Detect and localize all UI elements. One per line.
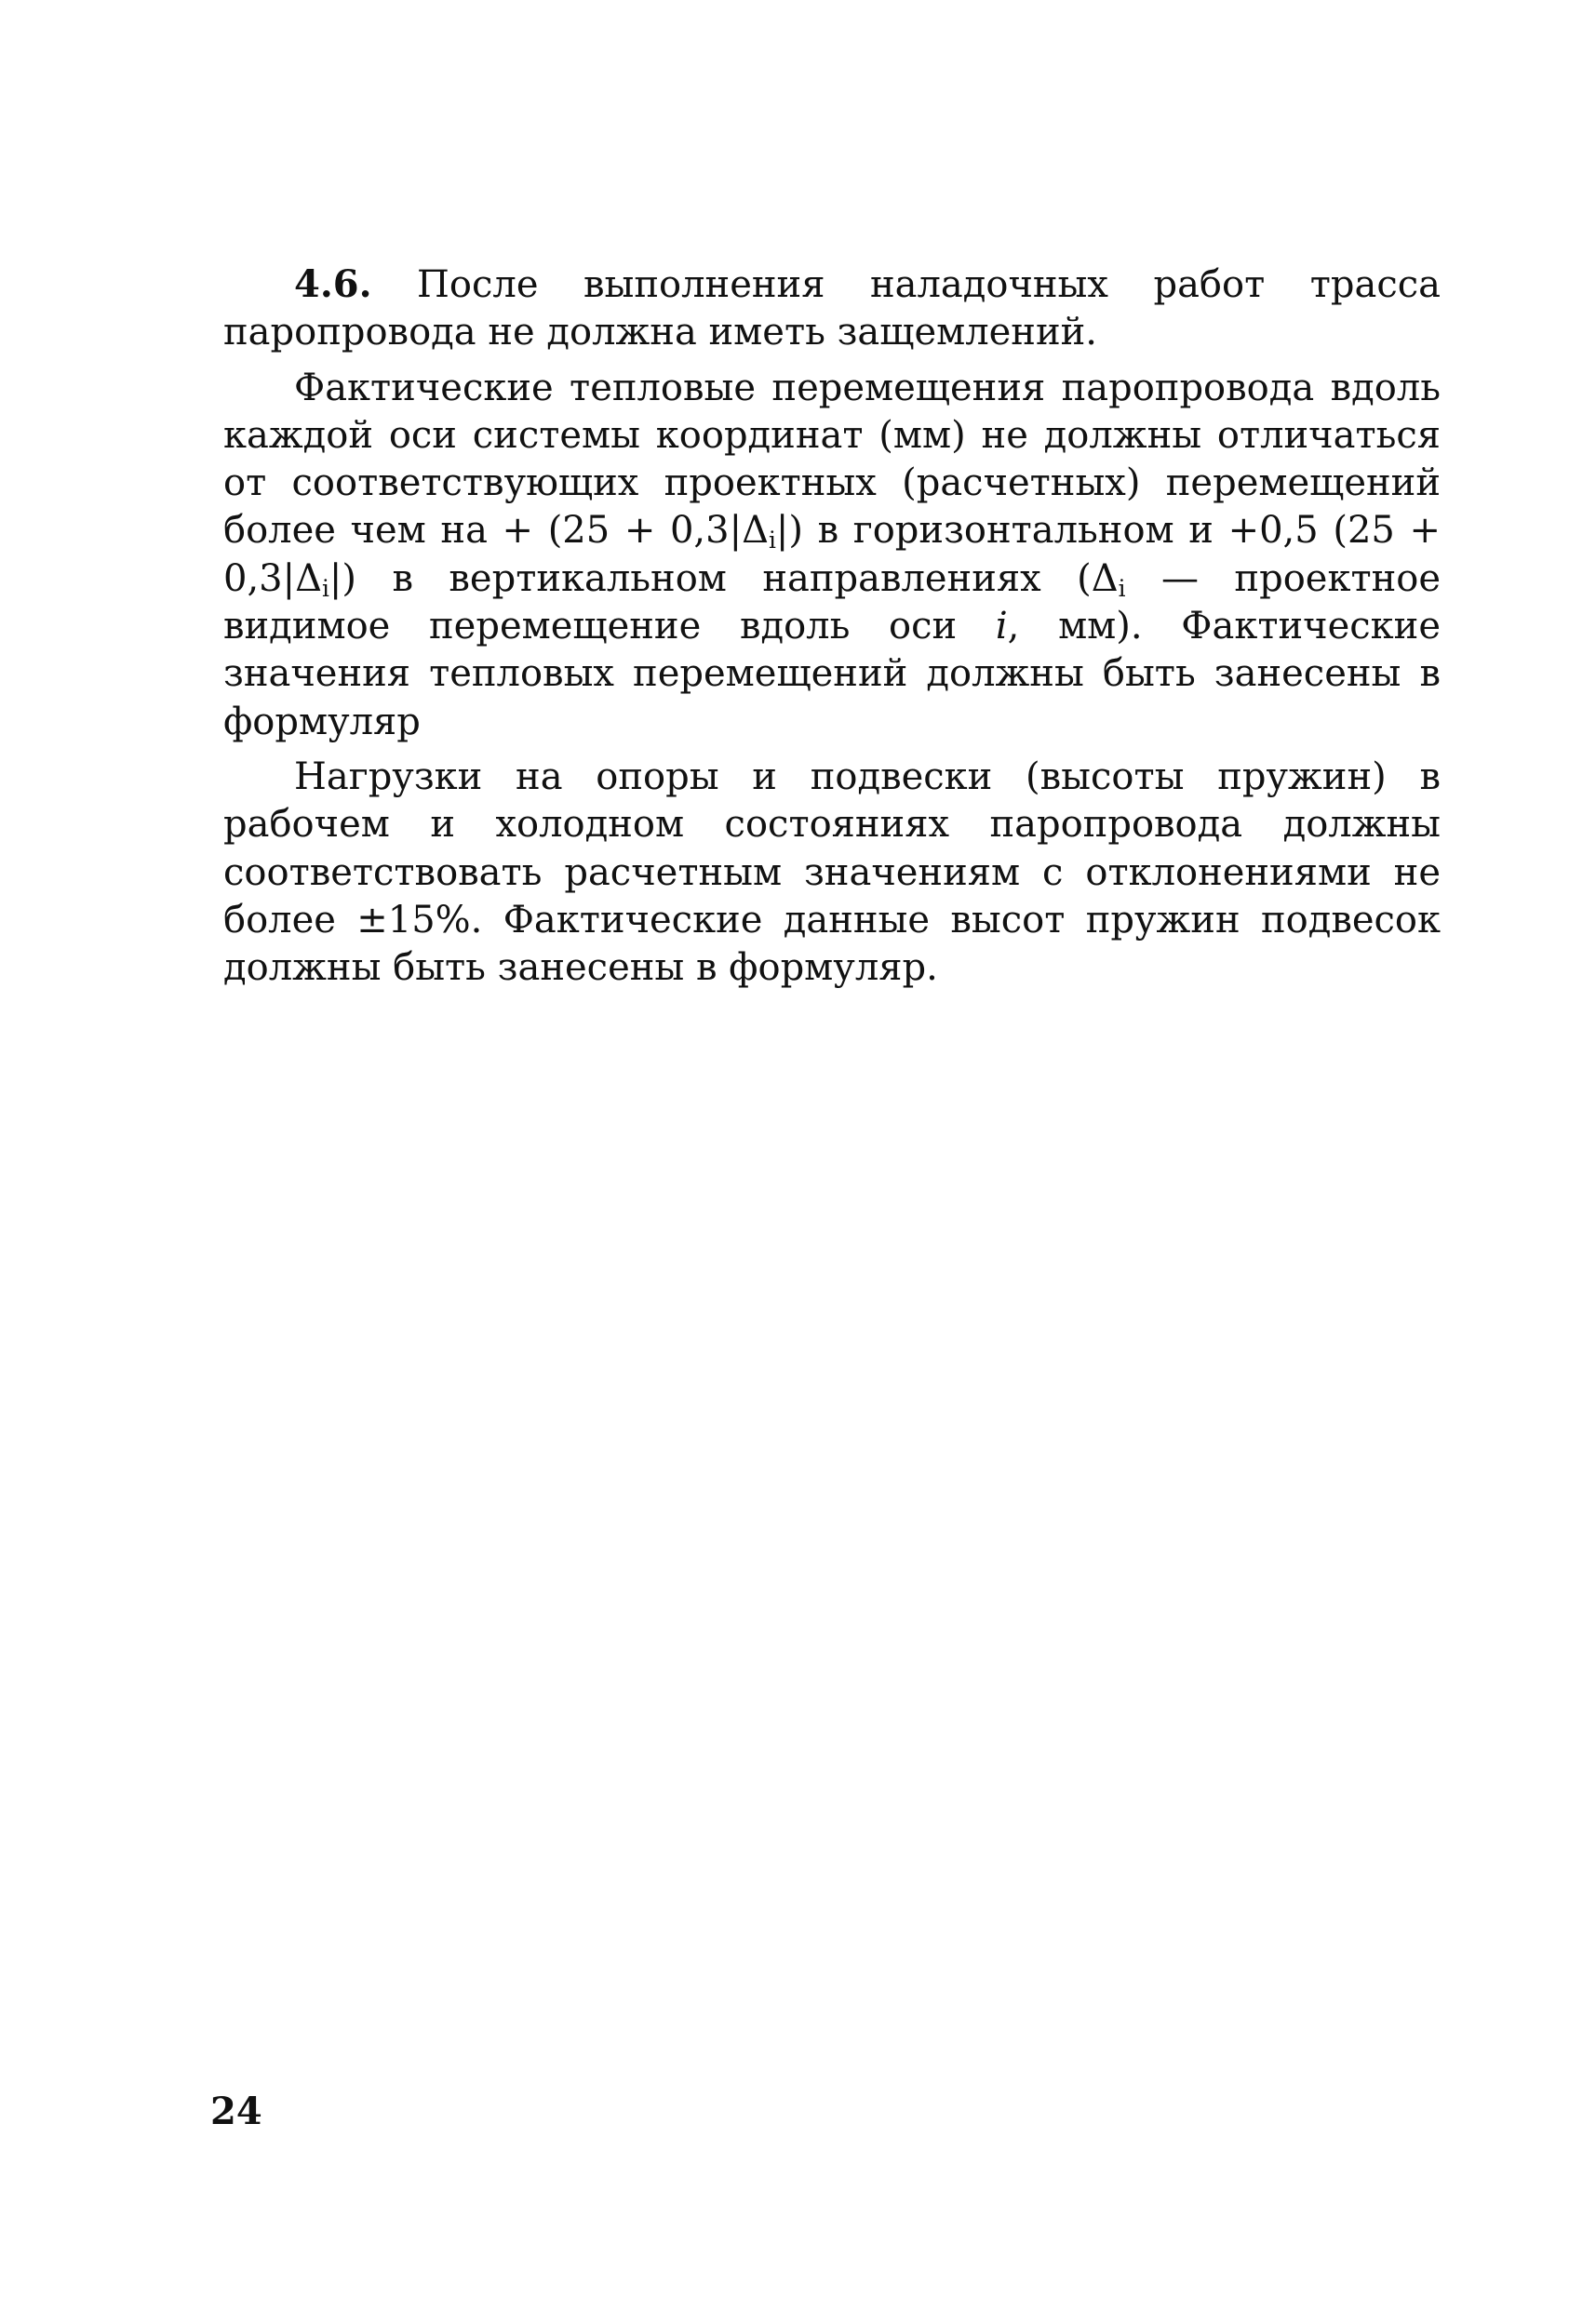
paragraph-text: |) в вертикальном направлениях (Δ [329,556,1119,600]
subscript-i: i [1118,574,1126,602]
paragraph-text: Нагрузки на опоры и подвески (высоты пружин) в рабочем и холодном состояниях паропровода должны соответствовать расчетным значениям с отклонениями не более ±15%. Фактические данные высот пружин подвесок должны быть занесены в формуляр. [223,755,1441,990]
subscript-i: i [321,574,329,602]
paragraph-text: — проектное видимое перемещение вдоль оси [223,556,1441,648]
paragraph-text: |) в горизонтальном и +0,5 (25 + 0,3|Δ [223,509,1441,600]
paragraph-4-6 [223,260,1441,357]
paragraph-text: После выполнения наладочных работ трасса паропровода не должна иметь защемлений. [223,263,1441,354]
paragraph-support-loads [223,754,1441,992]
paragraph-text: , мм). Фактические значения тепловых перемещений должны быть занесены в формуляр [223,605,1441,743]
page-number: 24 [210,2090,262,2133]
section-number: 4.6. [294,262,372,306]
axis-variable: i [995,605,1008,648]
subscript-i: i [768,527,776,554]
paragraph-thermal-displacements [223,365,1441,746]
body-text [223,260,1441,999]
paragraph-text: Фактические тепловые перемещения паропровода вдоль каждой оси системы координат (мм) не должны отличаться от соответствующих проектных (расчетных) перемещений более чем на + (25 + 0,3|Δ [223,366,1441,553]
